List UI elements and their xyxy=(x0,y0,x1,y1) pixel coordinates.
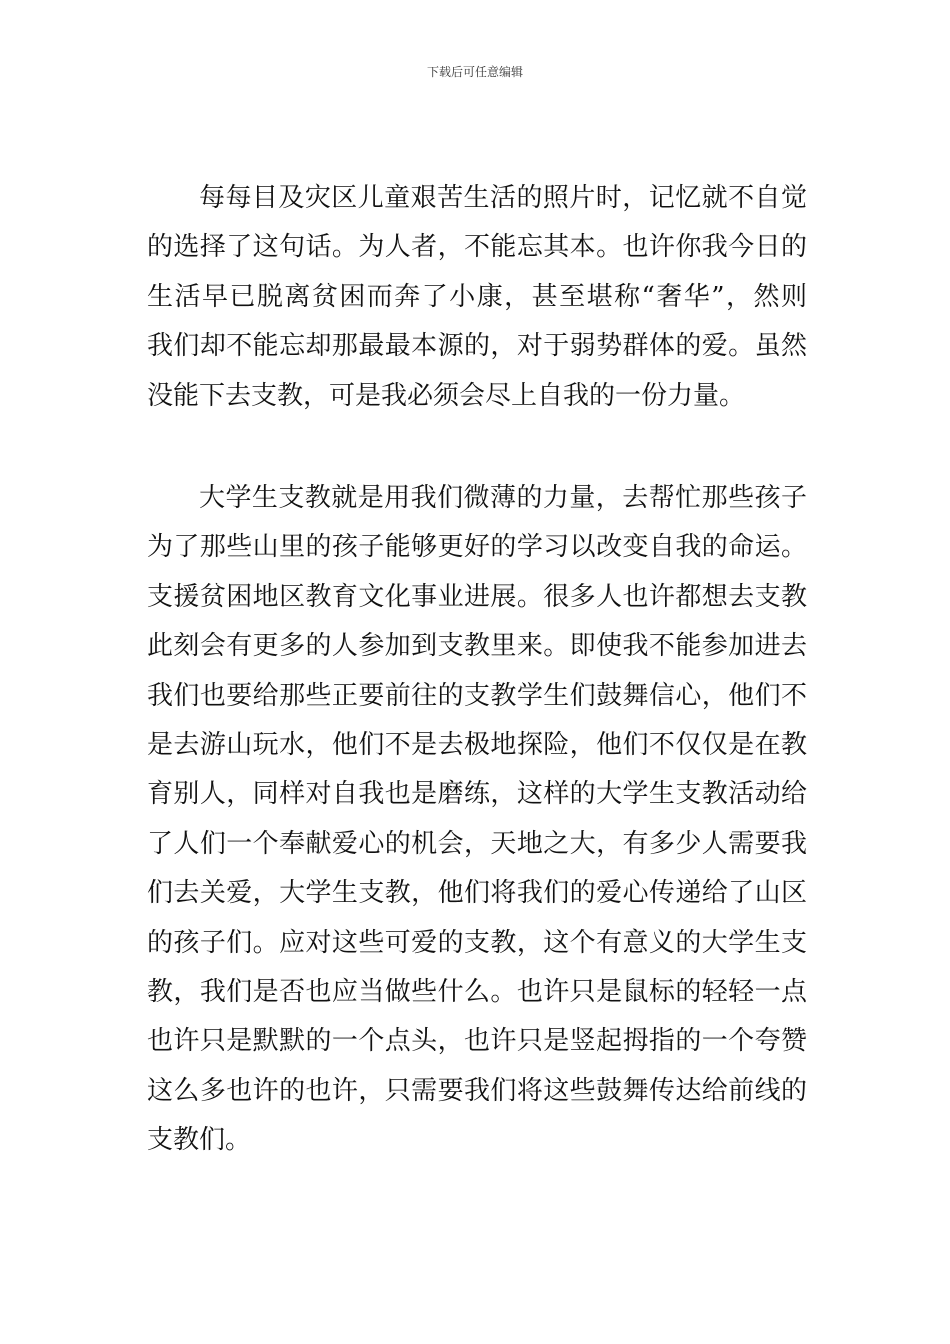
paragraph-line: 我们也要给那些正要前往的支教学生们鼓舞信心，他们不 xyxy=(147,680,807,711)
paragraph-line: 的选择了这句话。为人者，不能忘其本。也许你我今日的 xyxy=(147,232,807,263)
paragraph-line: 这么多也许的也许，只需要我们将这些鼓舞传达给前线的 xyxy=(147,1075,807,1106)
paragraph-line: 了人们一个奉献爱心的机会，天地之大，有多少人需要我 xyxy=(147,828,807,859)
paragraph-line: 是去游山玩水，他们不是去极地探险，他们不仅仅是在教 xyxy=(147,729,807,760)
paragraph-line: 每每目及灾区儿童艰苦生活的照片时，记忆就不自觉 xyxy=(199,183,807,213)
paragraph-1 xyxy=(147,174,807,421)
paragraph-2 xyxy=(147,474,807,1165)
paragraph-line: 为了那些山里的孩子能够更好的学习以改变自我的命运。 xyxy=(147,532,807,563)
paragraph-line: 支援贫困地区教育文化事业进展。很多人也许都想去支教 xyxy=(147,581,807,612)
paragraph-line: 教，我们是否也应当做些什么。也许只是鼠标的轻轻一点 xyxy=(147,976,807,1007)
paragraph-line: 我们却不能忘却那最最本源的，对于弱势群体的爱。虽然 xyxy=(147,331,807,362)
paragraph-line: 的孩子们。应对这些可爱的支教，这个有意义的大学生支 xyxy=(147,927,807,958)
paragraph-line: 支教们。 xyxy=(147,1125,252,1156)
page-header: 下载后可任意编辑 xyxy=(426,65,523,79)
paragraph-line: 生活早已脱离贫困而奔了小康，甚至堪称“奢华”，然则 xyxy=(147,281,807,312)
paragraph-line: 们去关爱，大学生支教，他们将我们的爱心传递给了山区 xyxy=(147,878,807,909)
paragraph-line: 也许只是默默的一个点头，也许只是竖起拇指的一个夸赞 xyxy=(147,1026,807,1057)
paragraph-line: 此刻会有更多的人参加到支教里来。即使我不能参加进去 xyxy=(147,631,807,662)
paragraph-line: 大学生支教就是用我们微薄的力量，去帮忙那些孩子 xyxy=(199,483,807,513)
paragraph-line: 没能下去支教，可是我必须会尽上自我的一份力量。 xyxy=(147,380,746,411)
paragraph-line: 育别人，同样对自我也是磨练，这样的大学生支教活动给 xyxy=(147,779,807,810)
